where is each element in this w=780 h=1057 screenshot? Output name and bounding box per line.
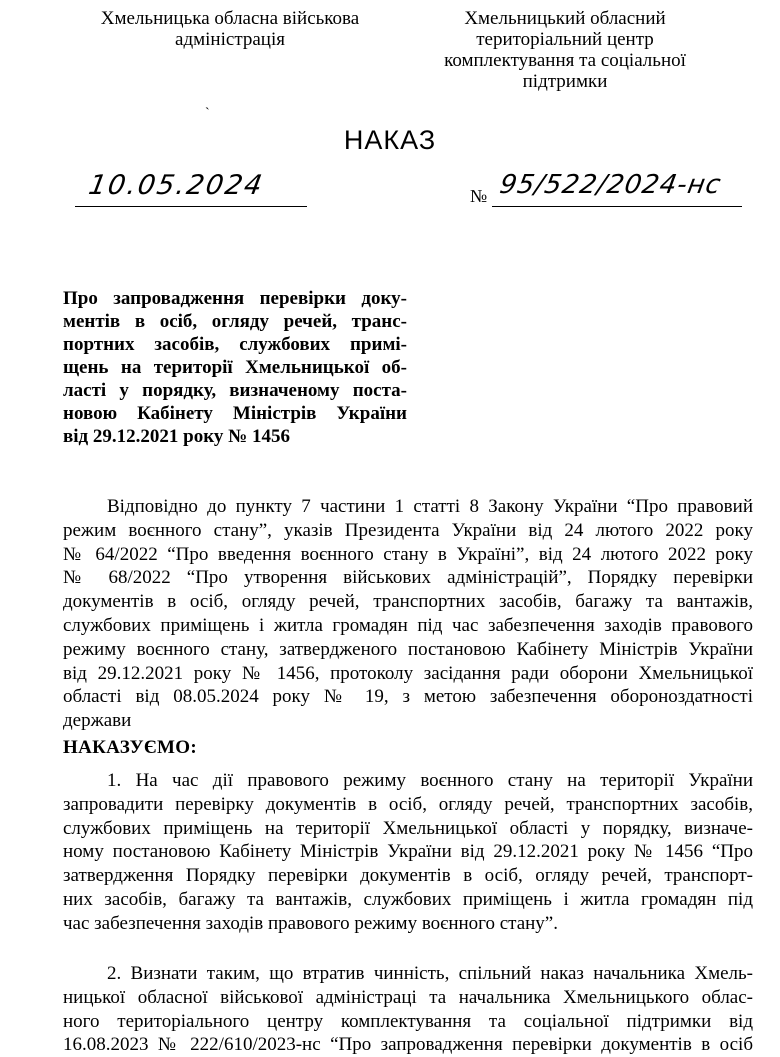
number-field <box>492 172 742 207</box>
preamble-line: № 64/2022 “Про введення воєнного стану в Україні”, від 24 лютого 2022 року <box>63 543 753 565</box>
subject-line: ментів в осіб, огляду речей, транс- <box>63 311 407 332</box>
preamble-line: режиму воєнного стану, затвердженого постановою Кабінету Міністрів України <box>63 638 753 660</box>
item-1-line: час забезпечення заходів правового режиму воєнного стану”. <box>63 912 558 934</box>
order-heading: НАКАЗУЄМО: <box>63 737 197 758</box>
item-2-line: ного територіального центру комплектування та соціальної підтримки від <box>63 1010 753 1032</box>
issuer-right-line: Хмельницький обласний <box>464 8 666 29</box>
subject-line: новою Кабінету Міністрів України <box>63 403 407 424</box>
preamble-line: від 29.12.2021 року № 1456, протоколу засідання ради оборони Хмельницької <box>63 662 753 684</box>
issuer-right-line: територіальний центр <box>476 29 654 50</box>
subject-line: ласті у порядку, визначеному поста- <box>63 380 407 401</box>
subject-line: щень на території Хмельницької об- <box>63 357 407 378</box>
preamble-line: № 68/2022 “Про утворення військових адміністрацій”, Порядку перевірки <box>63 567 753 589</box>
date-field <box>75 172 307 207</box>
scan-mark: ` <box>205 106 210 121</box>
preamble-line: Відповідно до пункту 7 частини 1 статті 8 Закону України “Про правовий <box>107 496 753 517</box>
subject-line: Про запровадження перевірки доку- <box>63 288 407 309</box>
order-subject <box>63 287 407 448</box>
handwritten-date: 10.05.2024 <box>86 170 267 201</box>
issuer-right <box>395 8 735 92</box>
preamble-line: режим воєнного стану”, указів Президента України від 24 лютого 2022 року <box>63 519 753 541</box>
handwritten-number: 95/522/2024-нс <box>497 170 724 200</box>
item-2-paragraph <box>63 962 753 1057</box>
item-1-line: ному постановою Кабінету Міністрів України від 29.12.2021 року № 1456 “Про <box>63 841 753 863</box>
document-title: НАКАЗ <box>343 125 437 155</box>
issuer-left-line: Хмельницька обласна військова <box>100 8 360 29</box>
issuer-left-line: адміністрація <box>175 29 285 50</box>
item-2-line: ницької обласної військової адміністраці та начальника Хмельницького облас- <box>63 986 753 1008</box>
item-1-line: затвердження Порядку перевірки документів в осіб, огляду речей, транспорт- <box>63 865 753 887</box>
number-label: № <box>470 186 488 206</box>
item-2-line: 2. Визнати таким, що втратив чинність, спільний наказ начальника Хмель- <box>107 963 753 984</box>
subject-line: від 29.12.2021 року № 1456 <box>63 426 290 447</box>
item-1-line: них засобів, багажу та вантажів, службових приміщень і житла громадян під <box>63 888 753 910</box>
preamble-line: службових приміщень і житла громадян під час забезпечення заходів правового <box>63 614 753 636</box>
item-1-line: запровадити перевірку документів в осіб, огляду речей, транспортних засобів, <box>63 793 753 815</box>
item-2-line: 16.08.2023 № 222/610/2023-нс “Про запровадження перевірки документів в осіб <box>63 1034 753 1056</box>
item-1-paragraph <box>63 769 753 936</box>
item-1-line: службових приміщень на території Хмельницької області у порядку, визначе- <box>63 817 753 839</box>
preamble-paragraph <box>63 495 753 733</box>
preamble-line: держави <box>63 710 132 732</box>
subject-line: портних засобів, службових примі- <box>63 334 407 355</box>
issuer-right-line: комплектування та соціальної <box>444 50 686 71</box>
item-1-line: 1. На час дії правового режиму воєнного стану на території України <box>107 770 753 791</box>
issuer-left <box>40 8 420 50</box>
preamble-line: області від 08.05.2024 року № 19, з метою забезпечення обороноздатності <box>63 686 753 708</box>
issuer-right-line: підтримки <box>522 71 608 92</box>
preamble-line: документів в осіб, огляду речей, транспортних засобів, багажу та вантажів, <box>63 591 753 613</box>
